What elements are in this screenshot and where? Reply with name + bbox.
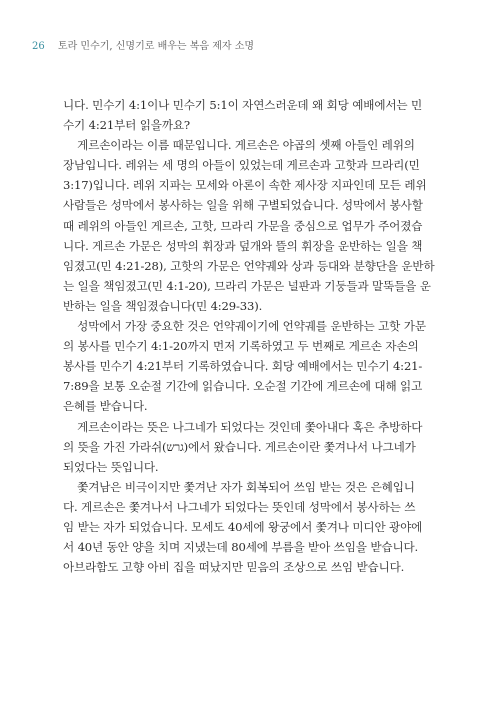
text-line: 때 레위의 아들인 게르손, 고핫, 므라리 가문을 중심으로 업무가 주어졌습: [63, 218, 423, 233]
text-line: 되었다는 뜻입니다.: [63, 459, 159, 474]
page-number: 26: [32, 41, 45, 52]
running-header: [32, 40, 254, 54]
text-line: 니다. 게르손 가문은 성막의 휘장과 덮개와 뜰의 휘장을 운반하는 일을 책: [63, 238, 423, 253]
body-text: [63, 95, 437, 577]
text-line: 의 뜻을 가진 가라쉬(גרש)에서 왔습니다. 게르손이란 쫓겨나서 나그네가: [63, 439, 416, 454]
text-line: 서 40년 동안 양을 치며 지냈는데 80세에 부름을 받아 쓰임을 받습니다.: [63, 540, 419, 555]
text-line: 성막에서 가장 중요한 것은 언약궤이기에 언약궤를 운반하는 고핫 가문: [63, 319, 426, 334]
text-line: 다. 게르손은 쫓겨나서 나그네가 되었다는 뜻인데 성막에서 봉사하는 쓰: [63, 499, 416, 514]
text-line: 의 봉사를 민수기 4:1-20까지 먼저 기록하였고 두 번째로 게르손 자손의: [63, 339, 419, 354]
text-line: 반하는 일을 책임졌습니다(민 4:29-33).: [63, 298, 263, 313]
text-line: 쫓겨남은 비극이지만 쫓겨난 자가 회복되어 쓰임 받는 것은 은혜입니: [63, 479, 415, 494]
text-line: 는 일을 책임졌고(민 4:1-20), 므라리 가문은 널판과 기둥들과 말뚝들을 운: [63, 278, 431, 293]
text-line: 수기 4:21부터 읽을까요?: [63, 118, 190, 133]
text-line: 은혜를 받습니다.: [63, 399, 148, 414]
text-line: 임 받는 자가 되었습니다. 모세도 40세에 왕궁에서 쫓겨나 미디안 광야에: [63, 519, 423, 534]
text-line: 아브라함도 고향 아비 집을 떠났지만 믿음의 조상으로 쓰임 받습니다.: [63, 560, 405, 575]
text-line: 니다. 민수기 4:1이나 민수기 5:1이 자연스러운데 왜 회당 예배에서는 민: [63, 98, 423, 112]
text-line: 게르손이라는 뜻은 나그네가 되었다는 것인데 쫓아내다 혹은 추방하다: [63, 419, 423, 434]
running-header-title: 토라 민수기, 신명기로 배우는 복음 제자 소명: [57, 41, 255, 52]
text-line: 7:89을 보통 오순절 기간에 읽습니다. 오순절 기간에 게르손에 대해 읽고: [63, 379, 423, 394]
text-line: 3:17)입니다. 레위 지파는 모세와 아론이 속한 제사장 지파인데 모든 레위: [63, 178, 427, 193]
text-line: 장남입니다. 레위는 세 명의 아들이 있었는데 게르손과 고핫과 므라리(민: [63, 158, 420, 173]
text-line: 게르손이라는 이름 때문입니다. 게르손은 야곱의 셋째 아들인 레위의: [63, 138, 415, 153]
text-line: 사람들은 성막에서 봉사하는 일을 위해 구별되었습니다. 성막에서 봉사할: [63, 198, 423, 213]
text-line: 임졌고(민 4:21-28), 고핫의 가문은 언약궤와 상과 등대와 분향단을 운반하: [63, 258, 435, 273]
text-line: 봉사를 민수기 4:21부터 기록하였습니다. 회당 예배에서는 민수기 4:21-: [63, 359, 423, 374]
